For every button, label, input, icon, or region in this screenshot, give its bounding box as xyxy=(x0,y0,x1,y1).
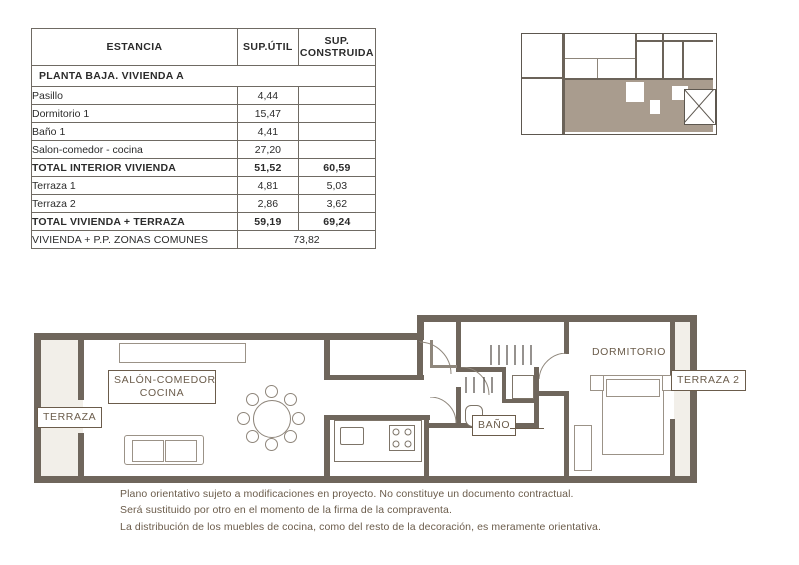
row-name: Terraza 1 xyxy=(32,177,238,195)
table-row xyxy=(32,87,376,105)
label-bano-leader xyxy=(510,428,544,429)
keyplan-unit-mid xyxy=(566,36,636,78)
floor-plan xyxy=(34,315,756,483)
furniture-wardrobe xyxy=(574,425,592,471)
keyplan-wall-vert-5 xyxy=(597,58,598,78)
total-interior-name: TOTAL INTERIOR VIVIENDA xyxy=(32,159,238,177)
keyplan-wall-horz-4 xyxy=(565,58,635,59)
door-swing-dormitorio-icon xyxy=(539,353,569,379)
total-interior-useful: 51,52 xyxy=(237,159,298,177)
row-built xyxy=(298,141,375,159)
wall-dormitorio-left-upper xyxy=(564,322,569,354)
door-swing-pasillo-icon xyxy=(417,340,457,374)
total-terrace-built: 69,24 xyxy=(298,213,375,231)
total-interior-built: 60,59 xyxy=(298,159,375,177)
row-name: Baño 1 xyxy=(32,123,238,141)
row-useful: 2,86 xyxy=(237,195,298,213)
table-total-terrace-row xyxy=(32,213,376,231)
window-hatch-1-icon xyxy=(489,345,535,367)
table-header-row xyxy=(32,29,376,66)
key-plan-icon xyxy=(521,33,717,135)
keyplan-wall-horz-1 xyxy=(522,77,565,79)
furniture-chair xyxy=(284,430,297,443)
header-sup-util: SUP.ÚTIL xyxy=(237,29,298,66)
terraza2-area xyxy=(674,322,690,476)
row-built xyxy=(298,87,375,105)
table-row xyxy=(32,141,376,159)
row-built xyxy=(298,123,375,141)
furniture-sideboard xyxy=(119,343,246,363)
wall-exterior-top-right xyxy=(417,315,697,322)
header-sup-construida xyxy=(298,29,375,66)
label-dormitorio: DORMITORIO xyxy=(592,346,667,358)
keyplan-void-c xyxy=(650,100,660,114)
furniture-chair xyxy=(246,393,259,406)
wall-salon-right-upper xyxy=(324,340,330,380)
row-built xyxy=(298,105,375,123)
furniture-chair xyxy=(237,412,250,425)
furniture-chair xyxy=(265,438,278,451)
wall-bath-inner-2 xyxy=(502,399,539,403)
table-section-row xyxy=(32,66,376,87)
keyplan-garage-cross-icon xyxy=(684,89,714,123)
label-salon-line1: SALÓN-COMEDOR xyxy=(114,374,216,386)
section-title: PLANTA BAJA. VIVIENDA A xyxy=(32,66,376,87)
row-useful: 4,44 xyxy=(237,87,298,105)
keyplan-wall-vert-4 xyxy=(682,40,684,78)
keyplan-wall-horz-3 xyxy=(637,40,713,42)
table-row xyxy=(32,105,376,123)
furniture-chair xyxy=(265,385,278,398)
furniture-sink xyxy=(340,427,364,445)
row-useful: 4,41 xyxy=(237,123,298,141)
wall-exterior-right xyxy=(690,315,697,483)
common-zones-value: 73,82 xyxy=(237,231,375,249)
table-common-zones-row xyxy=(32,231,376,249)
window-hatch-2-icon xyxy=(464,377,498,395)
wall-exterior-top-left xyxy=(34,333,424,340)
row-name: Salon-comedor - cocina xyxy=(32,141,238,159)
table-row xyxy=(32,123,376,141)
wall-bath-inner xyxy=(502,372,506,402)
furniture-sofa-cushion-1 xyxy=(132,440,164,462)
keyplan-wall-horz-2 xyxy=(565,78,713,80)
wall-corridor-top xyxy=(330,375,424,380)
note-line-1: Plano orientativo sujeto a modificaciones en proyecto. No constituye un documento contractual. xyxy=(120,488,574,500)
table-row xyxy=(32,177,376,195)
disclaimer-note xyxy=(120,486,720,535)
wall-dormitorio-left-lower xyxy=(564,396,569,476)
furniture-shower xyxy=(512,375,534,399)
furniture-nightstand-left xyxy=(590,375,604,391)
label-terraza-2: TERRAZA 2 xyxy=(671,370,746,391)
common-zones-name: VIVIENDA + P.P. ZONAS COMUNES xyxy=(32,231,238,249)
row-useful: 4,81 xyxy=(237,177,298,195)
areas-table-container xyxy=(31,28,376,249)
note-line-2: Será sustituido por otro en el momento de la firma de la compraventa. xyxy=(120,504,452,517)
table-total-interior-row xyxy=(32,159,376,177)
door-swing-closet-icon xyxy=(430,397,458,423)
wall-salon-right-lower xyxy=(324,415,330,476)
total-terrace-name: TOTAL VIVIENDA + TERRAZA xyxy=(32,213,238,231)
row-name: Terraza 2 xyxy=(32,195,238,213)
furniture-chair xyxy=(292,412,305,425)
label-bano: BAÑO xyxy=(472,415,516,436)
note-line-3: La distribución de los muebles de cocina, como del resto de la decoración, es meramente orientativa. xyxy=(120,520,602,533)
header-estancia: ESTANCIA xyxy=(32,29,238,66)
header-sup-construida-line1: SUP. xyxy=(324,34,350,47)
wall-exterior-bottom xyxy=(34,476,697,483)
label-salon-line2: COCINA xyxy=(139,387,185,400)
row-name: Pasillo xyxy=(32,87,238,105)
total-terrace-useful: 59,19 xyxy=(237,213,298,231)
areas-table xyxy=(31,28,376,249)
row-useful: 15,47 xyxy=(237,105,298,123)
furniture-pillows xyxy=(606,379,660,397)
row-built: 5,03 xyxy=(298,177,375,195)
row-built: 3,62 xyxy=(298,195,375,213)
header-sup-construida-line2: CONSTRUIDA xyxy=(299,47,374,59)
row-name: Dormitorio 1 xyxy=(32,105,238,123)
furniture-chair xyxy=(284,393,297,406)
furniture-chair xyxy=(246,430,259,443)
furniture-hob-icon xyxy=(389,425,415,451)
wall-terraza2-lower xyxy=(670,419,675,476)
furniture-sofa-cushion-2 xyxy=(165,440,197,462)
keyplan-void-a xyxy=(626,82,644,102)
label-salon-comedor-cocina xyxy=(108,370,216,404)
wall-terraza1-upper xyxy=(78,340,84,400)
table-row xyxy=(32,195,376,213)
row-useful: 27,20 xyxy=(237,141,298,159)
wall-terraza1-lower xyxy=(78,433,84,476)
label-terraza-1: TERRAZA xyxy=(37,407,102,428)
keyplan-wall-vert-1 xyxy=(562,34,565,134)
